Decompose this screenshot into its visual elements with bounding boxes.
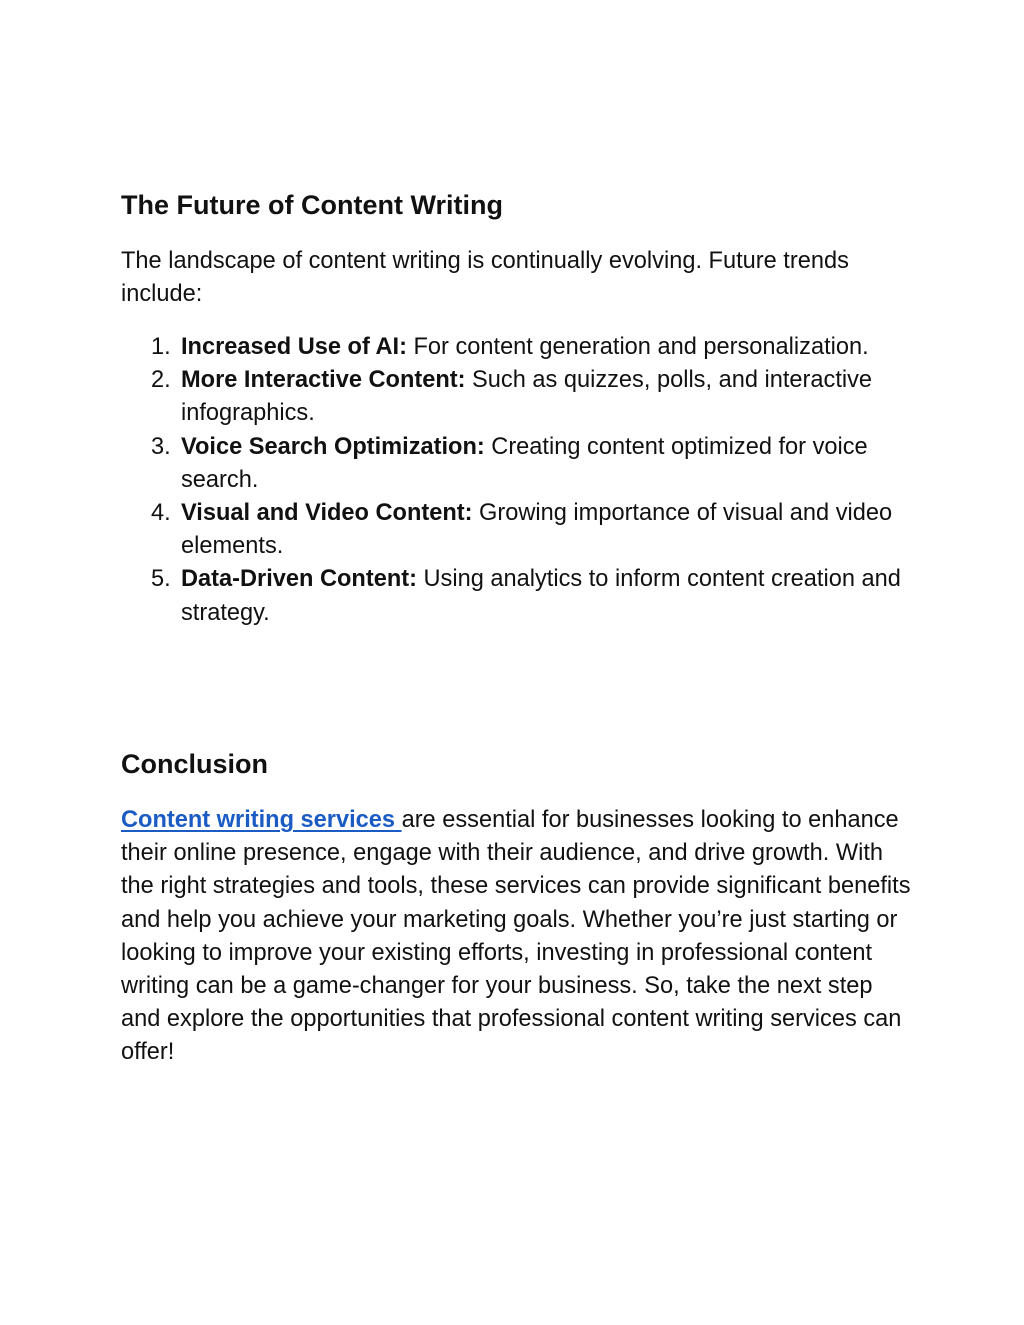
list-item-number: 5.	[151, 566, 171, 593]
list-item-title: Data-Driven Content:	[181, 566, 417, 593]
list-item-title: More Interactive Content:	[181, 367, 466, 394]
list-item	[121, 431, 911, 497]
conclusion-paragraph	[121, 804, 911, 1070]
intro-paragraph: The landscape of content writing is continually evolving. Future trends include:	[121, 248, 849, 308]
list-item-text: For content generation and personalization.	[406, 334, 869, 360]
list-item-number: 3.	[151, 433, 171, 460]
list-item-number: 2.	[151, 367, 171, 394]
trends-list	[121, 331, 911, 630]
list-item	[121, 563, 911, 629]
list-item-text: Creating content optimized for voice search.	[181, 433, 868, 493]
list-item-title: Increased Use of AI:	[181, 334, 407, 360]
list-item	[121, 497, 911, 563]
list-item-title: Visual and Video Content:	[181, 500, 473, 527]
section-heading-future: The Future of Content Writing	[121, 190, 503, 220]
list-item-text: Growing importance of visual and video elements.	[181, 500, 893, 560]
section-heading-conclusion: Conclusion	[121, 749, 268, 779]
list-item-title: Voice Search Optimization:	[181, 433, 485, 460]
content-writing-services-link[interactable]: Content writing services	[121, 807, 402, 833]
list-item-text: Such as quizzes, polls, and interactive infographics.	[181, 367, 873, 427]
list-item-number: 1.	[151, 334, 171, 360]
list-item	[121, 364, 911, 430]
list-item-text: Using analytics to inform content creation and strategy.	[181, 566, 901, 626]
list-item	[121, 331, 911, 364]
list-item-number: 4.	[151, 500, 171, 527]
conclusion-text: are essential for businesses looking to enhance their online presence, engage with their audience, and drive growth. With the right strategies and tools, these services can provide significant benefits and help you achieve your marketing goals. Whether you’re just starting or looking to improve your existing efforts, investing in professional content writing can be a game-changer for your business. So, take the next step and explore the opportunities that professional content writing services can offer!	[121, 807, 911, 1066]
